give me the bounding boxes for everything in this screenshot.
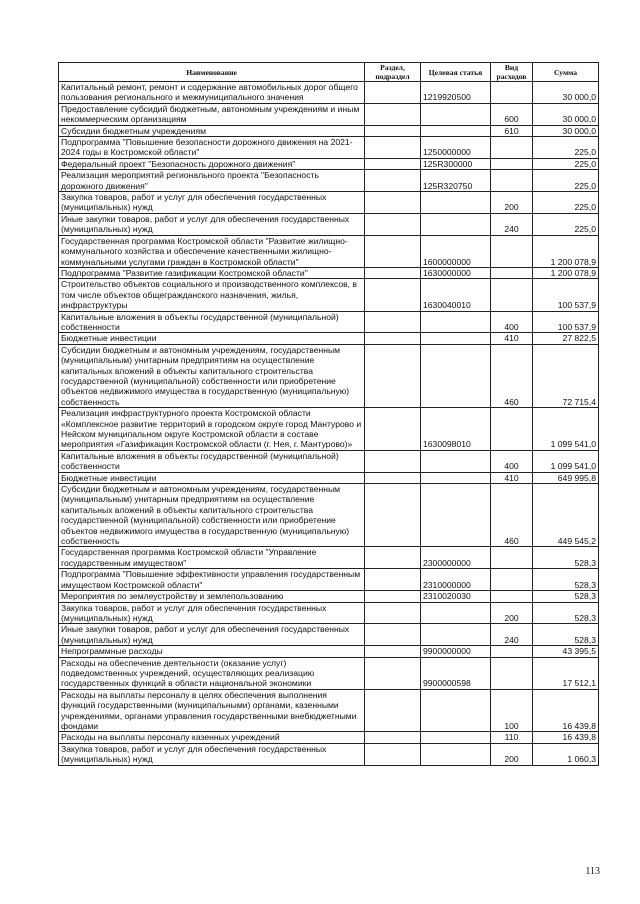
- table-row: [59, 689, 599, 732]
- cell-section: [365, 213, 421, 235]
- cell-sum: 16 439,8: [533, 732, 599, 743]
- cell-expense-kind: 600: [491, 103, 533, 125]
- cell-name: Субсидии бюджетным и автономным учреждениям, государственным (муниципальным) унитарным предприятиям на осуществление капитальных вложений в объекты капитального строительства государственной (муниципальной) собственности или приобретение объектов недвижимого имущества в государственную (муниципальную) собственность: [59, 484, 365, 547]
- cell-sum: 30 000,0: [533, 82, 599, 104]
- cell-expense-kind: [491, 408, 533, 451]
- cell-section: [365, 408, 421, 451]
- header-name: Наименование: [59, 63, 365, 82]
- table-row: [59, 646, 599, 657]
- cell-section: [365, 192, 421, 214]
- cell-sum: 225,0: [533, 170, 599, 192]
- cell-section: [365, 743, 421, 765]
- cell-name: Федеральный проект "Безопасность дорожного движения": [59, 158, 365, 169]
- cell-target-article: [421, 484, 491, 547]
- cell-target-article: [421, 743, 491, 765]
- cell-section: [365, 158, 421, 169]
- cell-sum: 16 439,8: [533, 689, 599, 732]
- table-row: [59, 602, 599, 624]
- cell-section: [365, 82, 421, 104]
- cell-sum: 528,3: [533, 547, 599, 569]
- table-row: [59, 450, 599, 472]
- cell-sum: 27 822,5: [533, 333, 599, 344]
- cell-sum: 100 537,9: [533, 311, 599, 333]
- cell-expense-kind: [491, 137, 533, 159]
- cell-sum: 1 099 541,0: [533, 408, 599, 451]
- table-row: [59, 484, 599, 547]
- cell-sum: 1 060,3: [533, 743, 599, 765]
- cell-section: [365, 484, 421, 547]
- cell-expense-kind: 200: [491, 192, 533, 214]
- cell-expense-kind: 400: [491, 450, 533, 472]
- cell-target-article: [421, 125, 491, 136]
- cell-sum: 30 000,0: [533, 103, 599, 125]
- cell-section: [365, 267, 421, 278]
- cell-name: Иные закупки товаров, работ и услуг для обеспечения государственных (муниципальных) нужд: [59, 213, 365, 235]
- cell-expense-kind: 460: [491, 484, 533, 547]
- cell-section: [365, 450, 421, 472]
- cell-target-article: 9900000000: [421, 646, 491, 657]
- cell-target-article: 1219920500: [421, 82, 491, 104]
- cell-sum: 528,3: [533, 569, 599, 591]
- table-row: [59, 344, 599, 407]
- cell-sum: 100 537,9: [533, 279, 599, 311]
- cell-section: [365, 569, 421, 591]
- cell-name: Бюджетные инвестиции: [59, 333, 365, 344]
- cell-sum: 528,3: [533, 624, 599, 646]
- page-number: 113: [585, 866, 600, 877]
- cell-name: Бюджетные инвестиции: [59, 472, 365, 483]
- cell-name: Строительство объектов социального и производственного комплексов, в том числе объектов общегражданского назначения, жилья, инфраструктуры: [59, 279, 365, 311]
- cell-target-article: [421, 192, 491, 214]
- cell-section: [365, 646, 421, 657]
- cell-section: [365, 472, 421, 483]
- cell-name: Подпрограмма "Повышение безопасности дорожного движения на 2021-2024 годы в Костромской области": [59, 137, 365, 159]
- cell-section: [365, 657, 421, 689]
- cell-expense-kind: [491, 158, 533, 169]
- budget-table: [58, 62, 599, 766]
- table-row: [59, 569, 599, 591]
- cell-name: Капитальные вложения в объекты государственной (муниципальной) собственности: [59, 450, 365, 472]
- cell-name: Непрограммные расходы: [59, 646, 365, 657]
- cell-target-article: [421, 450, 491, 472]
- cell-name: Подпрограмма "Развитие газификации Костромской области": [59, 267, 365, 278]
- cell-sum: 72 715,4: [533, 344, 599, 407]
- table-row: [59, 125, 599, 136]
- cell-sum: 225,0: [533, 192, 599, 214]
- cell-name: Расходы на выплаты персоналу в целях обеспечения выполнения функций государственными (муниципальными) органами, казенными учреждениями, органами управления государственными внебюджетными фондами: [59, 689, 365, 732]
- cell-target-article: [421, 311, 491, 333]
- table-header: [59, 63, 599, 82]
- cell-name: Реализация инфраструктурного проекта Костромской области «Комплексное развитие территорий в городском округе город Мантурово и Нейском муниципальном округе Костромской области в составе мероприятия «Газификация Костромской области (г. Нея, г. Мантурово)»: [59, 408, 365, 451]
- cell-section: [365, 103, 421, 125]
- cell-section: [365, 591, 421, 602]
- cell-target-article: 1600000000: [421, 235, 491, 267]
- cell-section: [365, 602, 421, 624]
- cell-target-article: 2300000000: [421, 547, 491, 569]
- cell-name: Субсидии бюджетным учреждениям: [59, 125, 365, 136]
- cell-sum: 1 099 541,0: [533, 450, 599, 472]
- cell-expense-kind: 240: [491, 213, 533, 235]
- cell-sum: 43 395,5: [533, 646, 599, 657]
- cell-name: Расходы на выплаты персоналу казенных учреждений: [59, 732, 365, 743]
- cell-name: Капитальный ремонт, ремонт и содержание автомобильных дорог общего пользования регионального и межмуниципального значения: [59, 82, 365, 104]
- cell-sum: 1 200 078,9: [533, 267, 599, 278]
- cell-expense-kind: 240: [491, 624, 533, 646]
- cell-sum: 528,3: [533, 591, 599, 602]
- cell-section: [365, 311, 421, 333]
- cell-target-article: [421, 624, 491, 646]
- cell-expense-kind: 610: [491, 125, 533, 136]
- cell-target-article: [421, 333, 491, 344]
- cell-expense-kind: [491, 547, 533, 569]
- cell-target-article: [421, 103, 491, 125]
- cell-expense-kind: 200: [491, 602, 533, 624]
- cell-name: Иные закупки товаров, работ и услуг для обеспечения государственных (муниципальных) нужд: [59, 624, 365, 646]
- cell-name: Расходы на обеспечение деятельности (оказание услуг) подведомственных учреждений, осуществляющих реализацию государственных функций в области национальной экономики: [59, 657, 365, 689]
- table-row: [59, 732, 599, 743]
- table-row: [59, 743, 599, 765]
- table-row: [59, 103, 599, 125]
- cell-sum: 649 995,8: [533, 472, 599, 483]
- header-section: Раздел, подраздел: [365, 63, 421, 82]
- cell-target-article: [421, 472, 491, 483]
- table-row: [59, 267, 599, 278]
- header-kind: Вид расходов: [491, 63, 533, 82]
- cell-expense-kind: 100: [491, 689, 533, 732]
- cell-section: [365, 689, 421, 732]
- cell-name: Мероприятия по землеустройству и землепользованию: [59, 591, 365, 602]
- header-sum: Сумма: [533, 63, 599, 82]
- cell-name: Государственная программа Костромской области "Управление государственным имуществом": [59, 547, 365, 569]
- table-row: [59, 235, 599, 267]
- cell-expense-kind: [491, 170, 533, 192]
- cell-sum: 225,0: [533, 158, 599, 169]
- cell-sum: 225,0: [533, 137, 599, 159]
- cell-expense-kind: [491, 279, 533, 311]
- cell-section: [365, 732, 421, 743]
- cell-name: Субсидии бюджетным и автономным учреждениям, государственным (муниципальным) унитарным предприятиям на осуществление капитальных вложений в объекты капитального строительства государственной (муниципальной) собственности или приобретение объектов недвижимого имущества в государственную (муниципальную) собственность: [59, 344, 365, 407]
- cell-expense-kind: 200: [491, 743, 533, 765]
- cell-expense-kind: 110: [491, 732, 533, 743]
- cell-target-article: 2310000000: [421, 569, 491, 591]
- cell-section: [365, 137, 421, 159]
- table-row: [59, 279, 599, 311]
- table-row: [59, 657, 599, 689]
- cell-sum: 528,3: [533, 602, 599, 624]
- cell-target-article: [421, 689, 491, 732]
- table-row: [59, 624, 599, 646]
- cell-name: Подпрограмма "Повышение эффективности управления государственным имуществом Костромской области": [59, 569, 365, 591]
- table-row: [59, 311, 599, 333]
- cell-section: [365, 333, 421, 344]
- cell-name: Реализация мероприятий регионального проекта "Безопасность дорожного движения": [59, 170, 365, 192]
- cell-target-article: [421, 213, 491, 235]
- cell-target-article: 1630098010: [421, 408, 491, 451]
- cell-name: Закупка товаров, работ и услуг для обеспечения государственных (муниципальных) нужд: [59, 602, 365, 624]
- cell-target-article: 125R300000: [421, 158, 491, 169]
- cell-expense-kind: [491, 82, 533, 104]
- cell-name: Капитальные вложения в объекты государственной (муниципальной) собственности: [59, 311, 365, 333]
- cell-expense-kind: [491, 591, 533, 602]
- cell-expense-kind: [491, 235, 533, 267]
- cell-sum: 449 545,2: [533, 484, 599, 547]
- cell-expense-kind: 410: [491, 333, 533, 344]
- table-row: [59, 472, 599, 483]
- cell-target-article: 1630040010: [421, 279, 491, 311]
- cell-target-article: 1630000000: [421, 267, 491, 278]
- table-row: [59, 547, 599, 569]
- cell-sum: 30 000,0: [533, 125, 599, 136]
- table-row: [59, 158, 599, 169]
- cell-target-article: [421, 344, 491, 407]
- cell-section: [365, 279, 421, 311]
- table-row: [59, 137, 599, 159]
- table-row: [59, 213, 599, 235]
- table-row: [59, 408, 599, 451]
- table-row: [59, 333, 599, 344]
- cell-section: [365, 624, 421, 646]
- cell-target-article: 1250000000: [421, 137, 491, 159]
- table-row: [59, 591, 599, 602]
- cell-name: Закупка товаров, работ и услуг для обеспечения государственных (муниципальных) нужд: [59, 192, 365, 214]
- cell-expense-kind: [491, 646, 533, 657]
- cell-target-article: [421, 732, 491, 743]
- cell-target-article: 125R320750: [421, 170, 491, 192]
- header-row: [59, 63, 599, 82]
- cell-expense-kind: 460: [491, 344, 533, 407]
- cell-expense-kind: [491, 267, 533, 278]
- cell-section: [365, 344, 421, 407]
- header-target: Целевая статья: [421, 63, 491, 82]
- cell-expense-kind: [491, 657, 533, 689]
- cell-name: Государственная программа Костромской области "Развитие жилищно-коммунального хозяйства и обеспечение качественными жилищно-коммунальными услугами граждан в Костромской области": [59, 235, 365, 267]
- table-body: [59, 82, 599, 766]
- cell-sum: 1 200 078,9: [533, 235, 599, 267]
- table-row: [59, 82, 599, 104]
- cell-expense-kind: 400: [491, 311, 533, 333]
- cell-sum: 17 512,1: [533, 657, 599, 689]
- cell-name: Предоставление субсидий бюджетным, автономным учреждениям и иным некоммерческим организациям: [59, 103, 365, 125]
- table-row: [59, 192, 599, 214]
- cell-name: Закупка товаров, работ и услуг для обеспечения государственных (муниципальных) нужд: [59, 743, 365, 765]
- cell-section: [365, 547, 421, 569]
- cell-target-article: [421, 602, 491, 624]
- cell-section: [365, 170, 421, 192]
- cell-target-article: 9900000598: [421, 657, 491, 689]
- cell-expense-kind: [491, 569, 533, 591]
- table-row: [59, 170, 599, 192]
- cell-expense-kind: 410: [491, 472, 533, 483]
- cell-section: [365, 235, 421, 267]
- cell-section: [365, 125, 421, 136]
- cell-sum: 225,0: [533, 213, 599, 235]
- cell-target-article: 2310020030: [421, 591, 491, 602]
